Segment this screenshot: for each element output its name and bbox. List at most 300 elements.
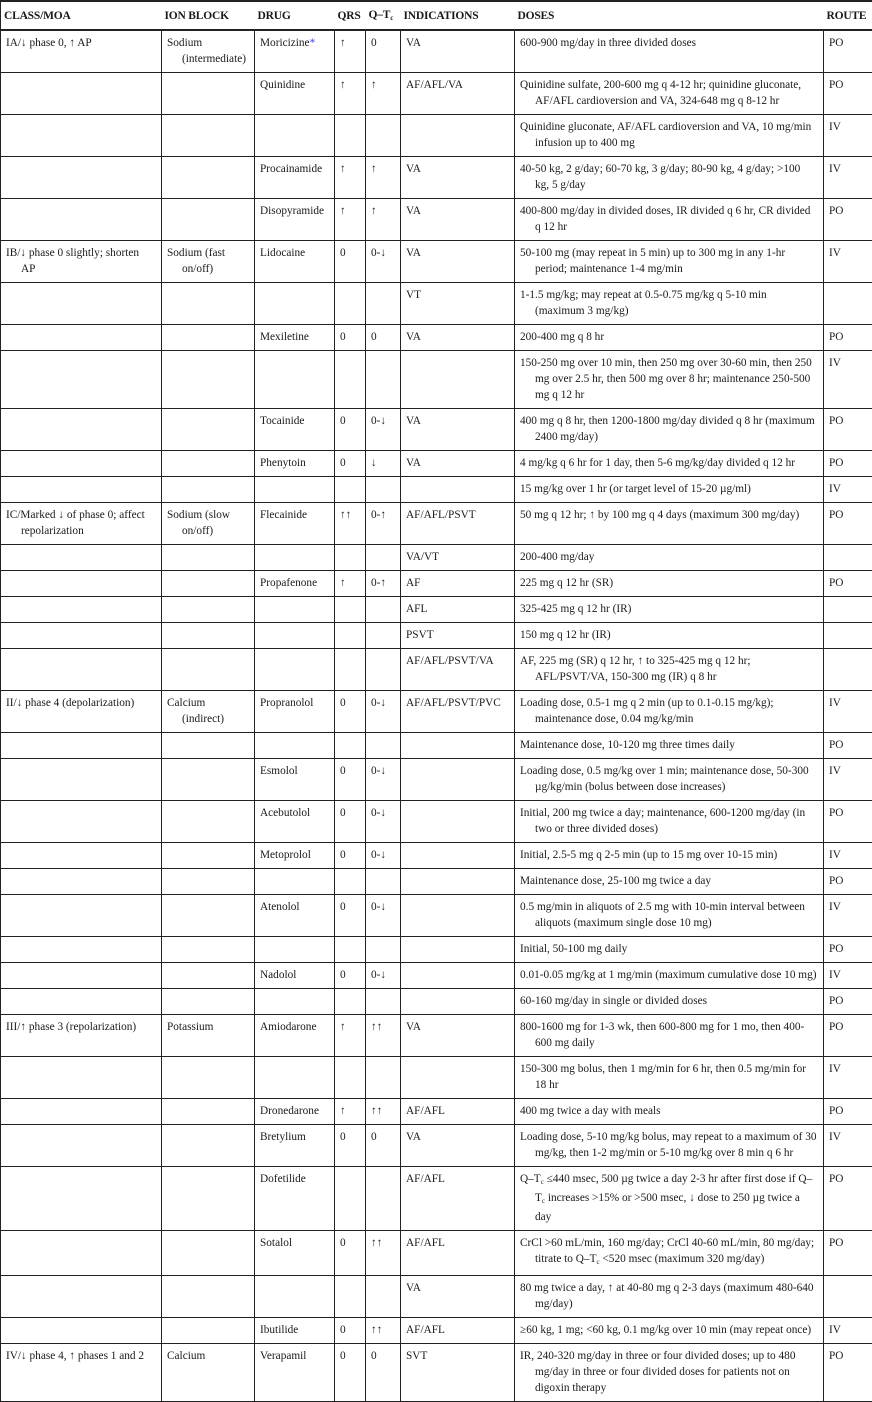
dose-cell: 50 mg q 12 hr; ↑ by 100 mg q 4 days (maximum 300 mg/day): [515, 503, 824, 545]
table-row: [1, 545, 872, 571]
dose-cell: 0.01-0.05 mg/kg at 1 mg/min (maximum cumulative dose 10 mg): [515, 963, 824, 989]
class-moa-cell: [1, 199, 162, 241]
ion-block-cell: [162, 963, 255, 989]
drug-cell: [255, 30, 335, 73]
qrs-cell: ↑: [335, 30, 366, 73]
indications-cell: AF/AFL: [401, 1318, 515, 1344]
class-moa-cell: [1, 157, 162, 199]
drug-cell: Amiodarone: [255, 1015, 335, 1057]
ion-block-cell: [162, 451, 255, 477]
dose-cell: 150-300 mg bolus, then 1 mg/min for 6 hr, then 0.5 mg/min for 18 hr: [515, 1057, 824, 1099]
qt-cell: 0-↑: [366, 503, 401, 545]
qt-cell: [366, 869, 401, 895]
indications-cell: [401, 869, 515, 895]
ion-block-cell: [162, 1231, 255, 1276]
route-cell: IV: [824, 477, 872, 503]
dose-cell: 15 mg/kg over 1 hr (or target level of 15-20 µg/ml): [515, 477, 824, 503]
class-moa-cell: [1, 1318, 162, 1344]
drug-cell: Disopyramide: [255, 199, 335, 241]
table-row: [1, 843, 872, 869]
qrs-cell: [335, 115, 366, 157]
class-moa-cell: [1, 895, 162, 937]
drug-cell: [255, 623, 335, 649]
dose-cell: Loading dose, 0.5 mg/kg over 1 min; maintenance dose, 50-300 µg/kg/min (bolus between dose increases): [515, 759, 824, 801]
qrs-cell: ↑: [335, 199, 366, 241]
dose-cell: 60-160 mg/day in single or divided doses: [515, 989, 824, 1015]
drug-cell: [255, 989, 335, 1015]
class-moa-cell: [1, 571, 162, 597]
qt-cell: 0: [366, 325, 401, 351]
indications-cell: SVT: [401, 1344, 515, 1402]
route-cell: IV: [824, 1318, 872, 1344]
table-row: [1, 325, 872, 351]
class-moa-cell: [1, 1276, 162, 1318]
class-moa-cell: II/↓ phase 4 (depolarization): [1, 691, 162, 733]
route-cell: PO: [824, 869, 872, 895]
ion-block-cell: [162, 477, 255, 503]
table-row: [1, 1276, 872, 1318]
qrs-cell: [335, 477, 366, 503]
indications-cell: AF/AFL: [401, 1231, 515, 1276]
table-row: [1, 895, 872, 937]
qrs-cell: [335, 1167, 366, 1231]
indications-cell: [401, 351, 515, 409]
qt-cell: 0-↓: [366, 843, 401, 869]
qt-cell: ↑: [366, 199, 401, 241]
drug-cell: Procainamide: [255, 157, 335, 199]
drug-cell: Nadolol: [255, 963, 335, 989]
qt-cell: 0-↓: [366, 801, 401, 843]
drug-cell: [255, 649, 335, 691]
class-moa-cell: [1, 623, 162, 649]
qrs-cell: [335, 1276, 366, 1318]
qt-cell: [366, 649, 401, 691]
qt-cell: 0-↓: [366, 409, 401, 451]
dose-cell: AF, 225 mg (SR) q 12 hr, ↑ to 325-425 mg q 12 hr; AFL/PSVT/VA, 150-300 mg (IR) q 8 hr: [515, 649, 824, 691]
indications-cell: VA: [401, 409, 515, 451]
ion-block-cell: [162, 1276, 255, 1318]
qt-subscript: c: [597, 1258, 600, 1266]
ion-block-cell: Calcium: [162, 1344, 255, 1402]
table-row: [1, 73, 872, 115]
route-cell: PO: [824, 199, 872, 241]
dose-cell: 200-400 mg q 8 hr: [515, 325, 824, 351]
table-row: [1, 1167, 872, 1231]
drug-cell: Mexiletine: [255, 325, 335, 351]
route-cell: [824, 623, 872, 649]
qt-cell: ↑↑: [366, 1099, 401, 1125]
qrs-cell: 0: [335, 691, 366, 733]
dose-cell: Loading dose, 0.5-1 mg q 2 min (up to 0.1-0.15 mg/kg); maintenance dose, 0.04 mg/kg/min: [515, 691, 824, 733]
qt-cell: ↑: [366, 73, 401, 115]
drug-cell: [255, 597, 335, 623]
header-qt: [366, 1, 401, 30]
ion-block-cell: [162, 409, 255, 451]
ion-block-cell: [162, 989, 255, 1015]
table-row: [1, 199, 872, 241]
indications-cell: [401, 963, 515, 989]
route-cell: PO: [824, 1167, 872, 1231]
qt-cell: 0-↑: [366, 571, 401, 597]
qrs-cell: [335, 351, 366, 409]
dose-cell: ≥60 kg, 1 mg; <60 kg, 0.1 mg/kg over 10 min (may repeat once): [515, 1318, 824, 1344]
ion-block-cell: [162, 199, 255, 241]
route-cell: PO: [824, 1231, 872, 1276]
route-cell: PO: [824, 73, 872, 115]
ion-block-cell: [162, 351, 255, 409]
qt-cell: [366, 989, 401, 1015]
indications-cell: VA: [401, 1276, 515, 1318]
table-row: [1, 1231, 872, 1276]
qrs-cell: ↑: [335, 571, 366, 597]
indications-cell: VA/VT: [401, 545, 515, 571]
table-row: [1, 733, 872, 759]
drug-cell: [255, 115, 335, 157]
ion-block-cell: [162, 649, 255, 691]
qrs-cell: 0: [335, 1344, 366, 1402]
table-row: [1, 477, 872, 503]
qt-cell: [366, 597, 401, 623]
dose-cell: 40-50 kg, 2 g/day; 60-70 kg, 3 g/day; 80-90 kg, 4 g/day; >100 kg, 5 g/day: [515, 157, 824, 199]
class-moa-cell: IB/↓ phase 0 slightly; shorten AP: [1, 241, 162, 283]
dose-cell: IR, 240-320 mg/day in three or four divided doses; up to 480 mg/day in three or four divided doses for patients not on digoxin therapy: [515, 1344, 824, 1402]
drug-cell: [255, 869, 335, 895]
ion-block-cell: [162, 545, 255, 571]
qt-cell: [366, 623, 401, 649]
qt-cell: [366, 115, 401, 157]
route-cell: PO: [824, 325, 872, 351]
route-cell: IV: [824, 351, 872, 409]
drug-cell: Metoprolol: [255, 843, 335, 869]
class-moa-cell: [1, 801, 162, 843]
table-row: [1, 115, 872, 157]
ion-block-cell: [162, 869, 255, 895]
class-moa-cell: [1, 869, 162, 895]
qrs-cell: [335, 649, 366, 691]
class-moa-cell: [1, 1231, 162, 1276]
qt-cell: [366, 733, 401, 759]
class-moa-cell: [1, 597, 162, 623]
route-cell: IV: [824, 895, 872, 937]
class-moa-cell: [1, 351, 162, 409]
drug-cell: Propafenone: [255, 571, 335, 597]
qt-cell: [366, 1057, 401, 1099]
class-moa-cell: [1, 73, 162, 115]
qt-cell: 0-↓: [366, 759, 401, 801]
drug-cell: Acebutolol: [255, 801, 335, 843]
class-moa-cell: [1, 451, 162, 477]
indications-cell: VA: [401, 30, 515, 73]
route-cell: [824, 283, 872, 325]
qt-cell: [366, 1276, 401, 1318]
qrs-cell: [335, 283, 366, 325]
route-cell: PO: [824, 571, 872, 597]
route-cell: [824, 545, 872, 571]
qt-cell: ↑↑: [366, 1318, 401, 1344]
indications-cell: [401, 895, 515, 937]
route-cell: IV: [824, 843, 872, 869]
qt-cell: [366, 937, 401, 963]
qt-cell: 0-↓: [366, 963, 401, 989]
drug-cell: [255, 1276, 335, 1318]
route-cell: [824, 597, 872, 623]
drug-cell: Flecainide: [255, 503, 335, 545]
indications-cell: AF: [401, 571, 515, 597]
header-class-moa: CLASS/MOA: [1, 1, 162, 30]
indications-cell: VA: [401, 157, 515, 199]
indications-cell: AFL: [401, 597, 515, 623]
table-body: [1, 30, 872, 1402]
header-ion-block: ION BLOCK: [162, 1, 255, 30]
dose-cell: 50-100 mg (may repeat in 5 min) up to 300 mg in any 1-hr period; maintenance 1-4 mg/min: [515, 241, 824, 283]
ion-block-cell: [162, 895, 255, 937]
dose-cell: Initial, 200 mg twice a day; maintenance, 600-1200 mg/day (in two or three divided doses): [515, 801, 824, 843]
class-moa-cell: [1, 733, 162, 759]
indications-cell: AF/AFL/VA: [401, 73, 515, 115]
route-cell: PO: [824, 801, 872, 843]
table-row: [1, 157, 872, 199]
class-moa-cell: [1, 115, 162, 157]
route-cell: PO: [824, 451, 872, 477]
indications-cell: VA: [401, 241, 515, 283]
drug-cell: Bretylium: [255, 1125, 335, 1167]
drug-cell: Verapamil: [255, 1344, 335, 1402]
header-doses: DOSES: [515, 1, 824, 30]
dose-cell: Loading dose, 5-10 mg/kg bolus, may repeat to a maximum of 30 mg/kg, then 1-2 mg/min or 5-10 mg/kg over 8 min q 6 hr: [515, 1125, 824, 1167]
indications-cell: VT: [401, 283, 515, 325]
table-row: [1, 623, 872, 649]
qrs-cell: ↑: [335, 1099, 366, 1125]
dose-cell: 1-1.5 mg/kg; may repeat at 0.5-0.75 mg/kg q 5-10 min (maximum 3 mg/kg): [515, 283, 824, 325]
dose-cell: 225 mg q 12 hr (SR): [515, 571, 824, 597]
drug-cell: Lidocaine: [255, 241, 335, 283]
qt-cell: [366, 545, 401, 571]
dose-cell: 400 mg twice a day with meals: [515, 1099, 824, 1125]
route-cell: PO: [824, 989, 872, 1015]
drug-cell: [255, 477, 335, 503]
indications-cell: VA: [401, 1015, 515, 1057]
qt-cell: ↑: [366, 157, 401, 199]
drug-cell: Quinidine: [255, 73, 335, 115]
route-cell: PO: [824, 409, 872, 451]
qrs-cell: [335, 989, 366, 1015]
ion-block-cell: Sodium (intermediate): [162, 30, 255, 73]
route-cell: PO: [824, 1344, 872, 1402]
class-moa-cell: [1, 1167, 162, 1231]
dose-cell: Initial, 2.5-5 mg q 2-5 min (up to 15 mg over 10-15 min): [515, 843, 824, 869]
dose-cell: Initial, 50-100 mg daily: [515, 937, 824, 963]
class-moa-cell: [1, 409, 162, 451]
ion-block-cell: [162, 283, 255, 325]
drug-cell: [255, 1057, 335, 1099]
ion-block-cell: [162, 157, 255, 199]
route-cell: PO: [824, 937, 872, 963]
table-row: [1, 597, 872, 623]
qrs-cell: ↑: [335, 157, 366, 199]
indications-cell: AF/AFL/PSVT: [401, 503, 515, 545]
ion-block-cell: [162, 759, 255, 801]
drug-cell: Phenytoin: [255, 451, 335, 477]
qt-cell: [366, 351, 401, 409]
class-moa-cell: [1, 1057, 162, 1099]
table-row: [1, 1344, 872, 1402]
dose-cell: 4 mg/kg q 6 hr for 1 day, then 5-6 mg/kg/day divided q 12 hr: [515, 451, 824, 477]
ion-block-cell: [162, 801, 255, 843]
qt-subscript: c: [541, 1178, 544, 1186]
qt-cell: 0-↓: [366, 691, 401, 733]
dose-cell: 325-425 mg q 12 hr (IR): [515, 597, 824, 623]
class-moa-cell: [1, 545, 162, 571]
class-moa-cell: IC/Marked ↓ of phase 0; affect repolarization: [1, 503, 162, 545]
qt-cell: [366, 1167, 401, 1231]
route-cell: IV: [824, 963, 872, 989]
indications-cell: [401, 937, 515, 963]
qt-cell: 0-↓: [366, 895, 401, 937]
table-row: [1, 503, 872, 545]
table-row: [1, 1318, 872, 1344]
route-cell: PO: [824, 1099, 872, 1125]
indications-cell: [401, 759, 515, 801]
qrs-cell: ↑: [335, 73, 366, 115]
dose-cell: Quinidine sulfate, 200-600 mg q 4-12 hr; quinidine gluconate, AF/AFL cardioversion and VA, 324-648 mg q 8-12 hr: [515, 73, 824, 115]
dose-cell: 600-900 mg/day in three divided doses: [515, 30, 824, 73]
qrs-cell: ↑↑: [335, 503, 366, 545]
header-route: ROUTE: [824, 1, 872, 30]
route-cell: IV: [824, 115, 872, 157]
class-moa-cell: [1, 325, 162, 351]
table-row: [1, 691, 872, 733]
class-moa-cell: IV/↓ phase 4, ↑ phases 1 and 2: [1, 1344, 162, 1402]
route-cell: PO: [824, 30, 872, 73]
indications-cell: AF/AFL/PSVT/PVC: [401, 691, 515, 733]
qrs-cell: 0: [335, 1231, 366, 1276]
header-row: [1, 1, 872, 30]
dose-cell: $Q-T_c \le 440$ msec, 500 µg twice a day 2-3 hr after first dose if $Q-T_c$ increases >15% or >500 msec, ↓ dose to 250 µg twice a day: [515, 1167, 824, 1231]
drug-cell: [255, 937, 335, 963]
qt-cell: 0-↓: [366, 241, 401, 283]
indications-cell: PSVT: [401, 623, 515, 649]
footnote-marker[interactable]: *: [310, 37, 316, 49]
qt-cell: 0: [366, 1344, 401, 1402]
indications-cell: AF/AFL: [401, 1167, 515, 1231]
table-row: [1, 649, 872, 691]
indications-cell: VA: [401, 451, 515, 477]
ion-block-cell: [162, 937, 255, 963]
drug-cell: Dronedarone: [255, 1099, 335, 1125]
header-indications: INDICATIONS: [401, 1, 515, 30]
indications-cell: [401, 115, 515, 157]
qrs-cell: [335, 623, 366, 649]
qrs-cell: [335, 733, 366, 759]
qrs-cell: ↑: [335, 1015, 366, 1057]
class-moa-cell: [1, 843, 162, 869]
route-cell: IV: [824, 1057, 872, 1099]
qrs-cell: 0: [335, 801, 366, 843]
route-cell: IV: [824, 691, 872, 733]
dose-cell: Maintenance dose, 10-120 mg three times daily: [515, 733, 824, 759]
drug-cell: Propranolol: [255, 691, 335, 733]
ion-block-cell: [162, 623, 255, 649]
indications-cell: VA: [401, 325, 515, 351]
dose-cell: 800-1600 mg for 1-3 wk, then 600-800 mg for 1 mo, then 400-600 mg daily: [515, 1015, 824, 1057]
ion-block-cell: [162, 597, 255, 623]
indications-cell: [401, 843, 515, 869]
class-moa-cell: [1, 649, 162, 691]
drug-cell: Ibutilide: [255, 1318, 335, 1344]
class-moa-cell: IA/↓ phase 0, ↑ AP: [1, 30, 162, 73]
table-row: [1, 1099, 872, 1125]
drug-cell: Atenolol: [255, 895, 335, 937]
qrs-cell: 0: [335, 759, 366, 801]
drug-cell: [255, 351, 335, 409]
drug-cell: [255, 545, 335, 571]
drug-cell: Tocainide: [255, 409, 335, 451]
table-row: [1, 937, 872, 963]
indications-cell: [401, 989, 515, 1015]
dose-cell: 0.5 mg/min in aliquots of 2.5 mg with 10-min interval between aliquots (maximum single dose 10 mg): [515, 895, 824, 937]
table-row: [1, 30, 872, 73]
indications-cell: VA: [401, 1125, 515, 1167]
qt-cell: 0: [366, 1125, 401, 1167]
qt-cell: 0: [366, 30, 401, 73]
ion-block-cell: [162, 325, 255, 351]
table-row: [1, 241, 872, 283]
ion-block-cell: [162, 1099, 255, 1125]
ion-block-cell: Calcium (indirect): [162, 691, 255, 733]
drug-name: Moricizine: [260, 37, 310, 49]
route-cell: PO: [824, 733, 872, 759]
drug-cell: [255, 733, 335, 759]
drug-cell: [255, 283, 335, 325]
ion-block-cell: Sodium (slow on/off): [162, 503, 255, 545]
header-qt-subscript: c: [390, 14, 393, 22]
qrs-cell: [335, 869, 366, 895]
ion-block-cell: [162, 843, 255, 869]
ion-block-cell: [162, 1125, 255, 1167]
drug-cell: Sotalol: [255, 1231, 335, 1276]
ion-block-cell: Sodium (fast on/off): [162, 241, 255, 283]
route-cell: IV: [824, 241, 872, 283]
route-cell: IV: [824, 759, 872, 801]
table-row: [1, 989, 872, 1015]
dose-cell: 200-400 mg/day: [515, 545, 824, 571]
table-row: [1, 759, 872, 801]
class-moa-cell: [1, 283, 162, 325]
indications-cell: AF/AFL/PSVT/VA: [401, 649, 515, 691]
ion-block-cell: [162, 1318, 255, 1344]
dose-cell: 80 mg twice a day, ↑ at 40-80 mg q 2-3 days (maximum 480-640 mg/day): [515, 1276, 824, 1318]
table-row: [1, 1015, 872, 1057]
table-row: [1, 571, 872, 597]
class-moa-cell: [1, 963, 162, 989]
class-moa-cell: [1, 477, 162, 503]
qrs-cell: 0: [335, 1125, 366, 1167]
route-cell: IV: [824, 1125, 872, 1167]
table-row: [1, 801, 872, 843]
qrs-cell: [335, 937, 366, 963]
qt-cell: ↓: [366, 451, 401, 477]
class-moa-cell: [1, 1099, 162, 1125]
qrs-cell: 0: [335, 843, 366, 869]
header-drug: DRUG: [255, 1, 335, 30]
table-row: [1, 283, 872, 325]
qt-cell: [366, 283, 401, 325]
qrs-cell: 0: [335, 241, 366, 283]
qrs-cell: [335, 545, 366, 571]
qrs-cell: [335, 1057, 366, 1099]
indications-cell: [401, 801, 515, 843]
qt-cell: ↑↑: [366, 1015, 401, 1057]
